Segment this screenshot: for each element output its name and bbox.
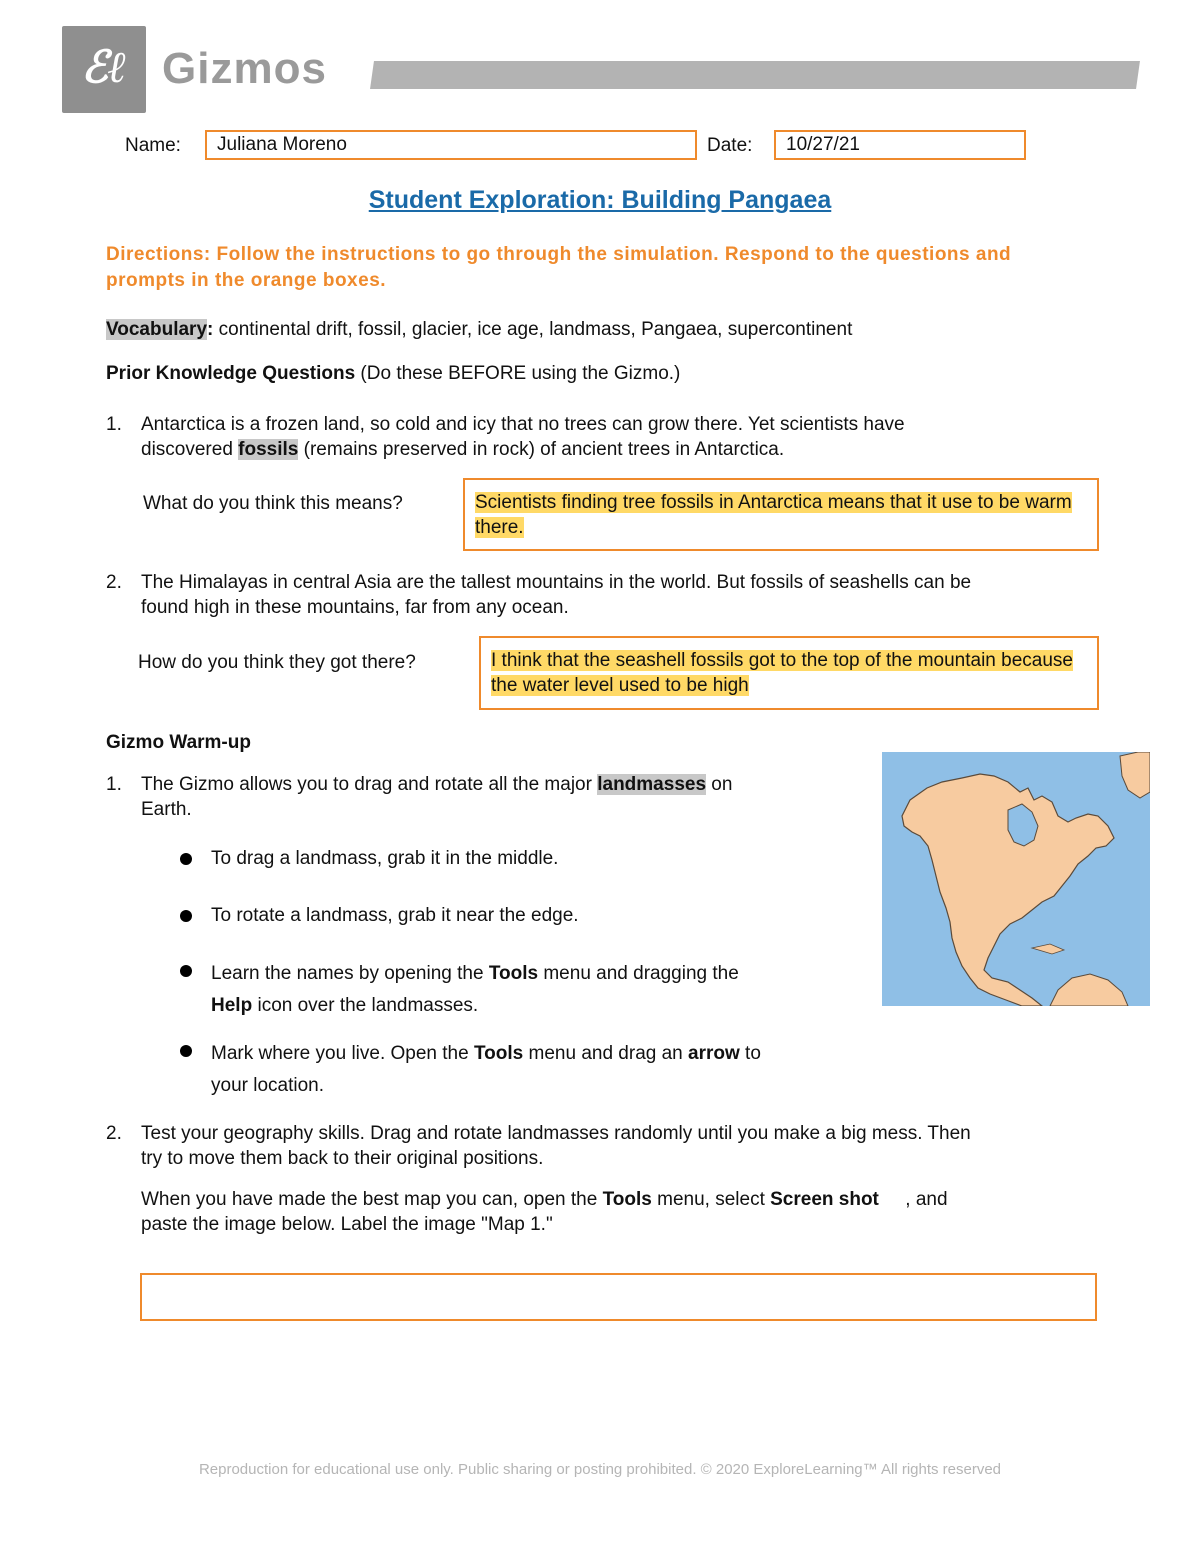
map1-answer-box[interactable] — [140, 1273, 1097, 1321]
q2-answer: I think that the seashell fossils got to the top of the mountain because the water level used to be high — [491, 650, 1073, 696]
vocabulary-label: Vocabulary — [106, 319, 208, 340]
bullet-rotate: To rotate a landmass, grab it near the edge. — [211, 905, 579, 926]
directions: Directions: Follow the instructions to go through the simulation. Respond to the questions and prompts in the orange boxes. — [106, 244, 1012, 291]
bullet-dot — [180, 853, 192, 865]
q2-number: 2. — [106, 572, 122, 593]
warmup-item2-text: Test your geography skills. Drag and rotate landmasses randomly until you make a big mess. Then try to move them back to their original positions. — [141, 1123, 971, 1169]
q1-number: 1. — [106, 414, 122, 435]
logo-glyph: ℰℓ — [81, 42, 127, 93]
warmup-item1-number: 1. — [106, 774, 122, 795]
warmup-item2-number: 2. — [106, 1123, 122, 1144]
bullet-dot — [180, 910, 192, 922]
footer-copyright: Reproduction for educational use only. Public sharing or posting prohibited. © 2020 ExploreLearning™ All rights reserved — [198, 1461, 1002, 1478]
north-america-map — [882, 752, 1150, 1006]
warmup-item2-instructions: When you have made the best map you can, open the Tools menu, select Screen shot , and paste the image below. Label the image "Map 1." — [141, 1189, 948, 1235]
vocabulary: Vocabulary: continental drift, fossil, glacier, ice age, landmass, Pangaea, supercontinent — [106, 319, 853, 340]
brand-name: Gizmos — [162, 44, 327, 93]
q1-prompt: What do you think this means? — [143, 493, 403, 514]
prior-knowledge-heading: Prior Knowledge Questions (Do these BEFORE using the Gizmo.) — [106, 363, 681, 384]
q2-prompt: How do you think they got there? — [138, 652, 416, 673]
q2-text: The Himalayas in central Asia are the tallest mountains in the world. But fossils of seashells can be found high in these mountains, far from any ocean. — [141, 572, 972, 618]
vocabulary-terms: continental drift, fossil, glacier, ice age, landmass, Pangaea, supercontinent — [213, 319, 853, 340]
explorelearning-logo — [62, 26, 146, 113]
bullet-mark: Mark where you live. Open the Tools menu and drag an arrow to your location. — [211, 1043, 761, 1096]
bullet-dot — [180, 965, 192, 977]
date-label: Date: — [707, 135, 753, 156]
bullet-names: Learn the names by opening the Tools menu and dragging the Help icon over the landmasses. — [211, 963, 739, 1016]
page-title: Student Exploration: Building Pangaea — [368, 186, 832, 214]
bullet-drag: To drag a landmass, grab it in the middle. — [211, 848, 559, 869]
q1-answer: Scientists finding tree fossils in Antarctica means that it use to be warm there. — [475, 492, 1072, 538]
warmup-heading: Gizmo Warm-up — [106, 732, 251, 753]
q1-text: Antarctica is a frozen land, so cold and icy that no trees can grow there. Yet scientists have discovered fossils (remains preserved in rock) of ancient trees in Antarctica. — [141, 414, 905, 460]
q1-answer-box[interactable] — [463, 478, 1099, 551]
q2-answer-box[interactable] — [479, 636, 1099, 710]
name-label: Name: — [125, 135, 181, 156]
warmup-item1-text: The Gizmo allows you to drag and rotate all the major landmasses on Earth. — [141, 774, 733, 820]
header-bar — [370, 61, 1140, 89]
date-field[interactable]: 10/27/21 — [774, 130, 1026, 160]
name-field[interactable]: Juliana Moreno — [205, 130, 697, 160]
bullet-dot — [180, 1045, 192, 1057]
